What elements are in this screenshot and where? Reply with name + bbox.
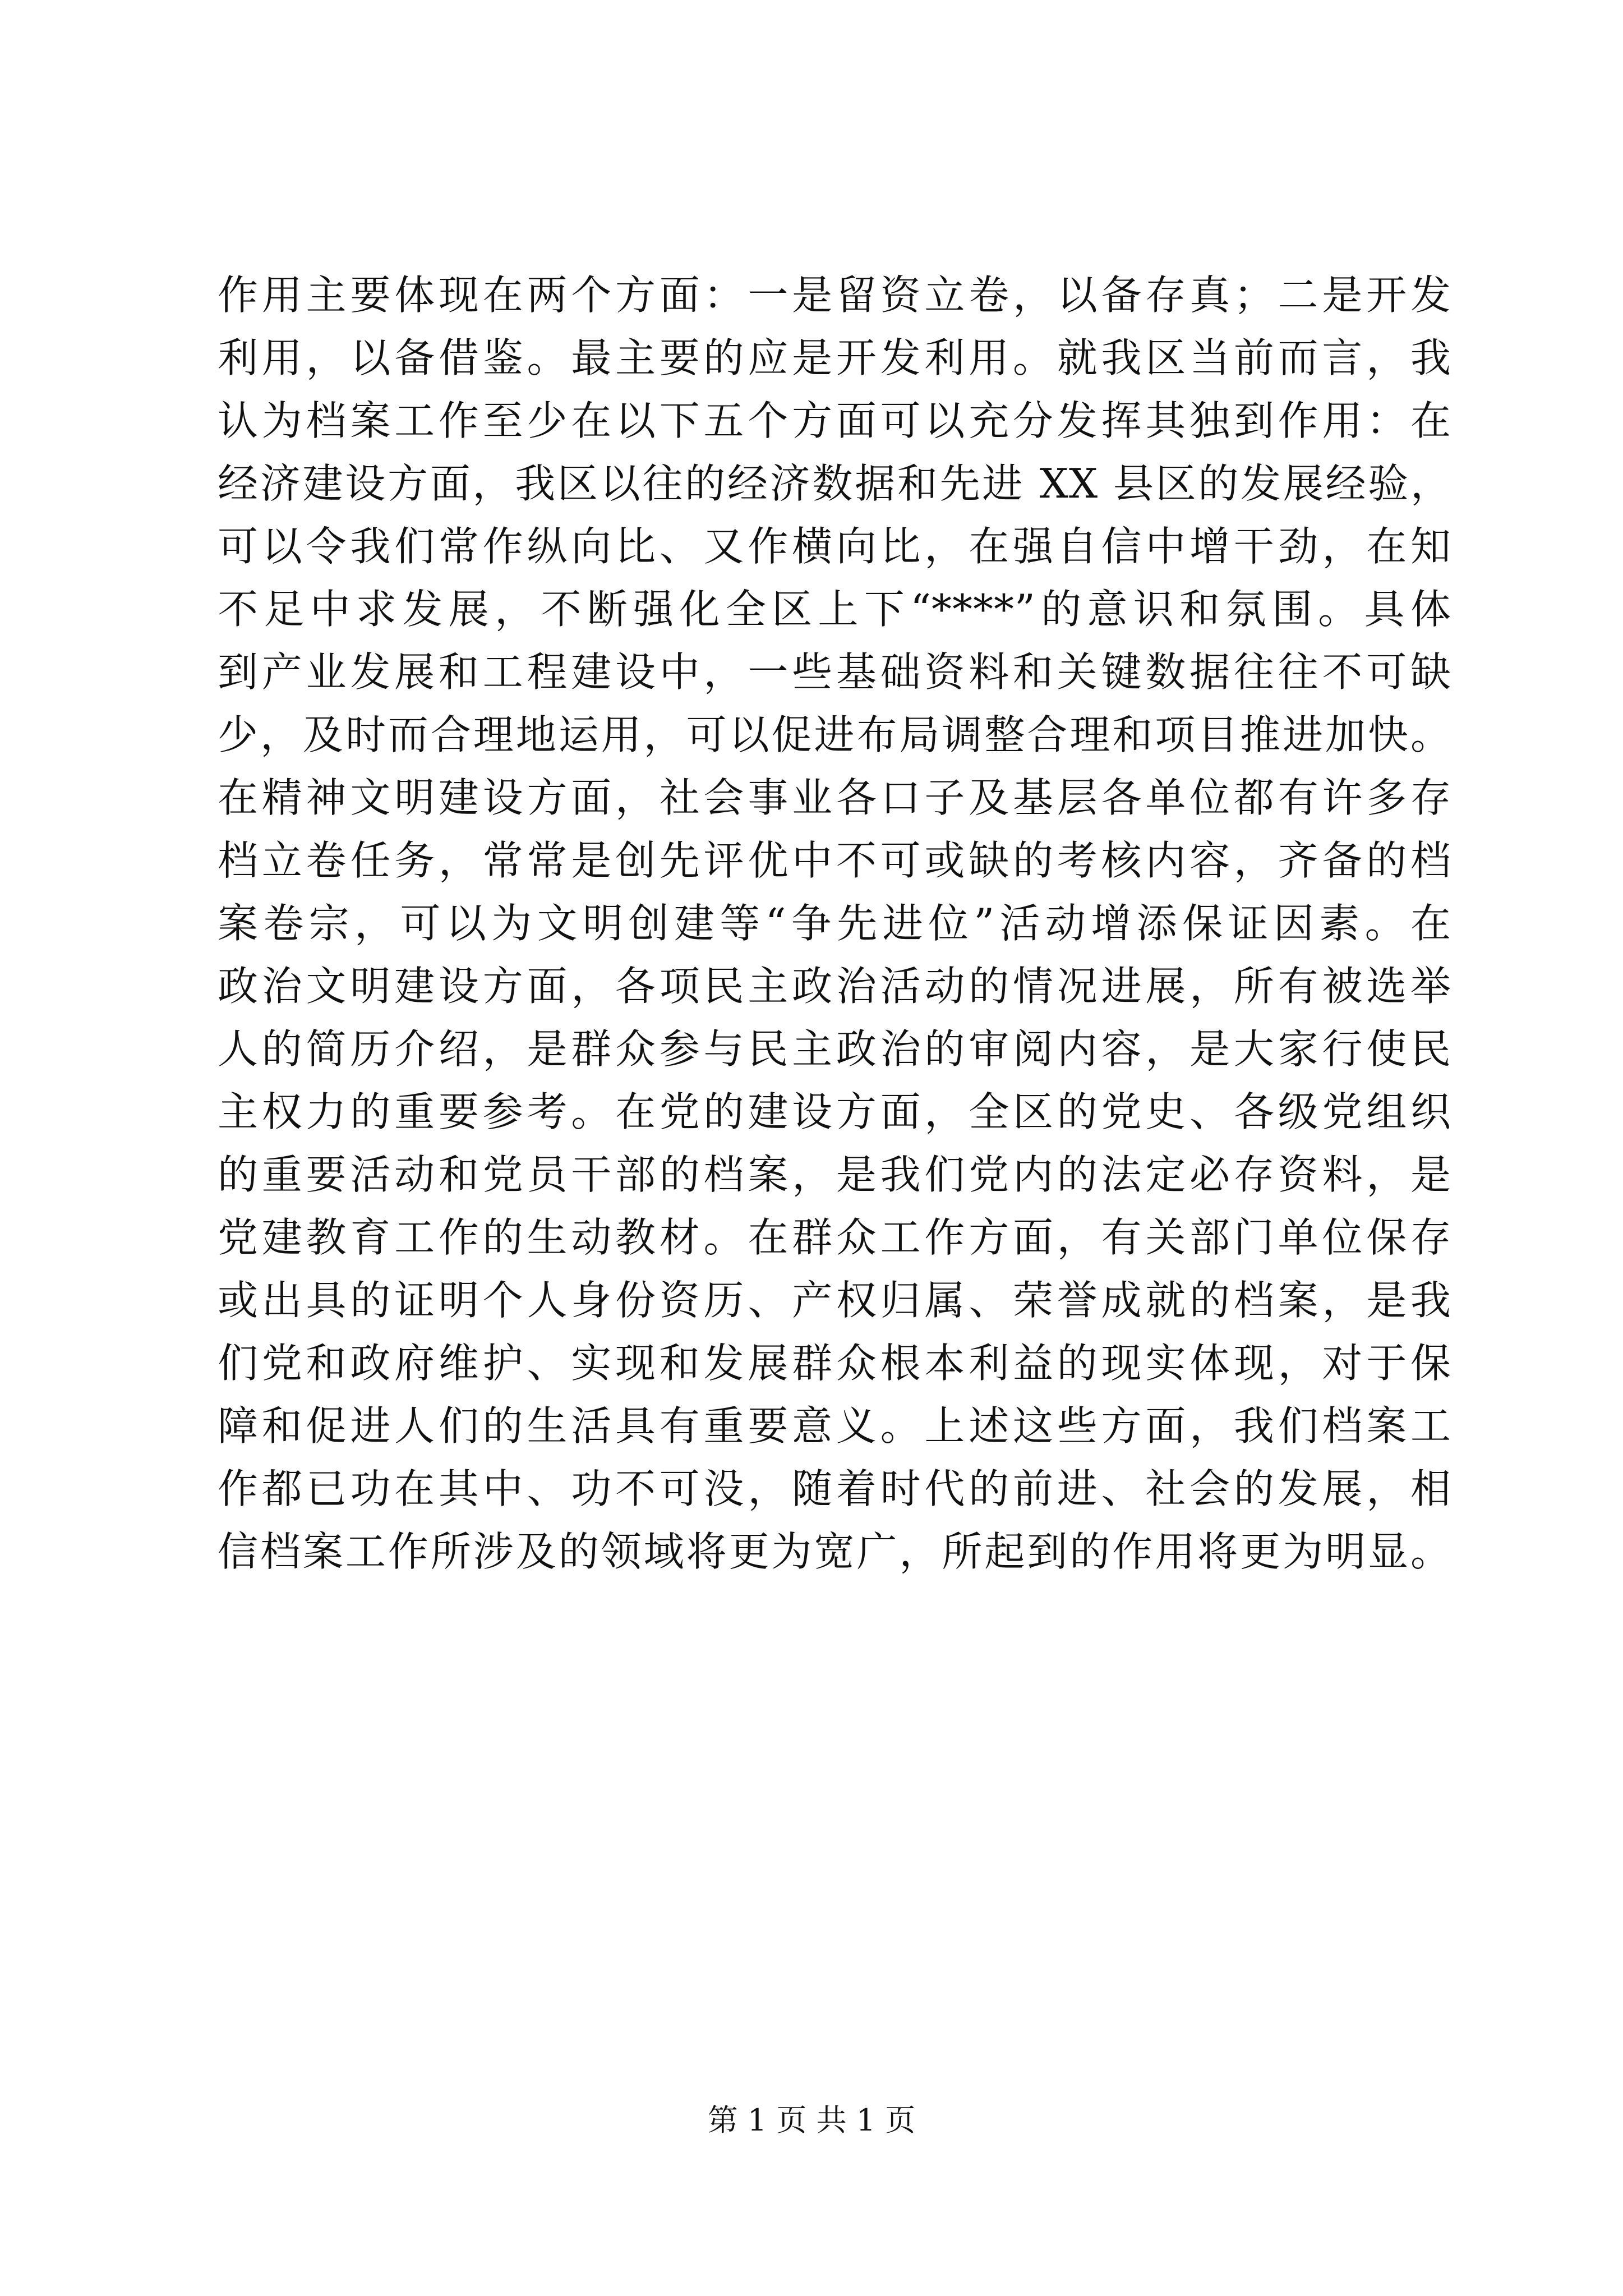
text-line: 党建教育工作的生动教材。在群众工作方面，有关部门单位保存 bbox=[218, 1214, 1451, 1261]
text-line: 作用主要体现在两个方面：一是留资立卷，以备存真；二是开发 bbox=[218, 272, 1451, 319]
text-line: 或出具的证明个人身份资历、产权归属、荣誉成就的档案，是我 bbox=[218, 1277, 1451, 1324]
text-line: 在精神文明建设方面，社会事业各口子及基层各单位都有许多存 bbox=[218, 774, 1451, 821]
text-line: 认为档案工作至少在以下五个方面可以充分发挥其独到作用：在 bbox=[218, 397, 1451, 444]
text-line: 信档案工作所涉及的领域将更为宽广，所起到的作用将更为明显。 bbox=[218, 1528, 1451, 1575]
text-line: 不足中求发展，不断强化全区上下“****”的意识和氛围。具体 bbox=[218, 586, 1451, 633]
text-line: 利用，以备借鉴。最主要的应是开发利用。就我区当前而言，我 bbox=[218, 334, 1451, 381]
text-line: 的重要活动和党员干部的档案，是我们党内的法定必存资料，是 bbox=[218, 1151, 1451, 1198]
text-line: 案卷宗，可以为文明创建等“争先进位”活动增添保证因素。在 bbox=[218, 900, 1451, 947]
page-footer: 第 1 页 共 1 页 bbox=[707, 2102, 916, 2138]
text-line: 障和促进人们的生活具有重要意义。上述这些方面，我们档案工 bbox=[218, 1402, 1451, 1450]
text-line: 可以令我们常作纵向比、又作横向比，在强自信中增干劲，在知 bbox=[218, 523, 1451, 570]
text-line: 到产业发展和工程建设中，一些基础资料和关键数据往往不可缺 bbox=[218, 648, 1451, 696]
text-line: 档立卷任务，常常是创先评优中不可或缺的考核内容，齐备的档 bbox=[218, 837, 1451, 884]
text-line: 人的简历介绍，是群众参与民主政治的审阅内容，是大家行使民 bbox=[218, 1025, 1451, 1073]
text-line: 主权力的重要参考。在党的建设方面，全区的党史、各级党组织 bbox=[218, 1088, 1451, 1135]
text-line: 经济建设方面，我区以往的经济数据和先进 XX 县区的发展经验， bbox=[218, 460, 1451, 507]
text-line: 政治文明建设方面，各项民主政治活动的情况进展，所有被选举 bbox=[218, 963, 1451, 1010]
text-line: 们党和政府维护、实现和发展群众根本利益的现实体现，对于保 bbox=[218, 1340, 1451, 1387]
text-line: 作都已功在其中、功不可没，随着时代的前进、社会的发展，相 bbox=[218, 1465, 1451, 1512]
body-paragraph bbox=[218, 264, 1451, 1583]
text-line: 少，及时而合理地运用，可以促进布局调整合理和项目推进加快。 bbox=[218, 711, 1451, 758]
